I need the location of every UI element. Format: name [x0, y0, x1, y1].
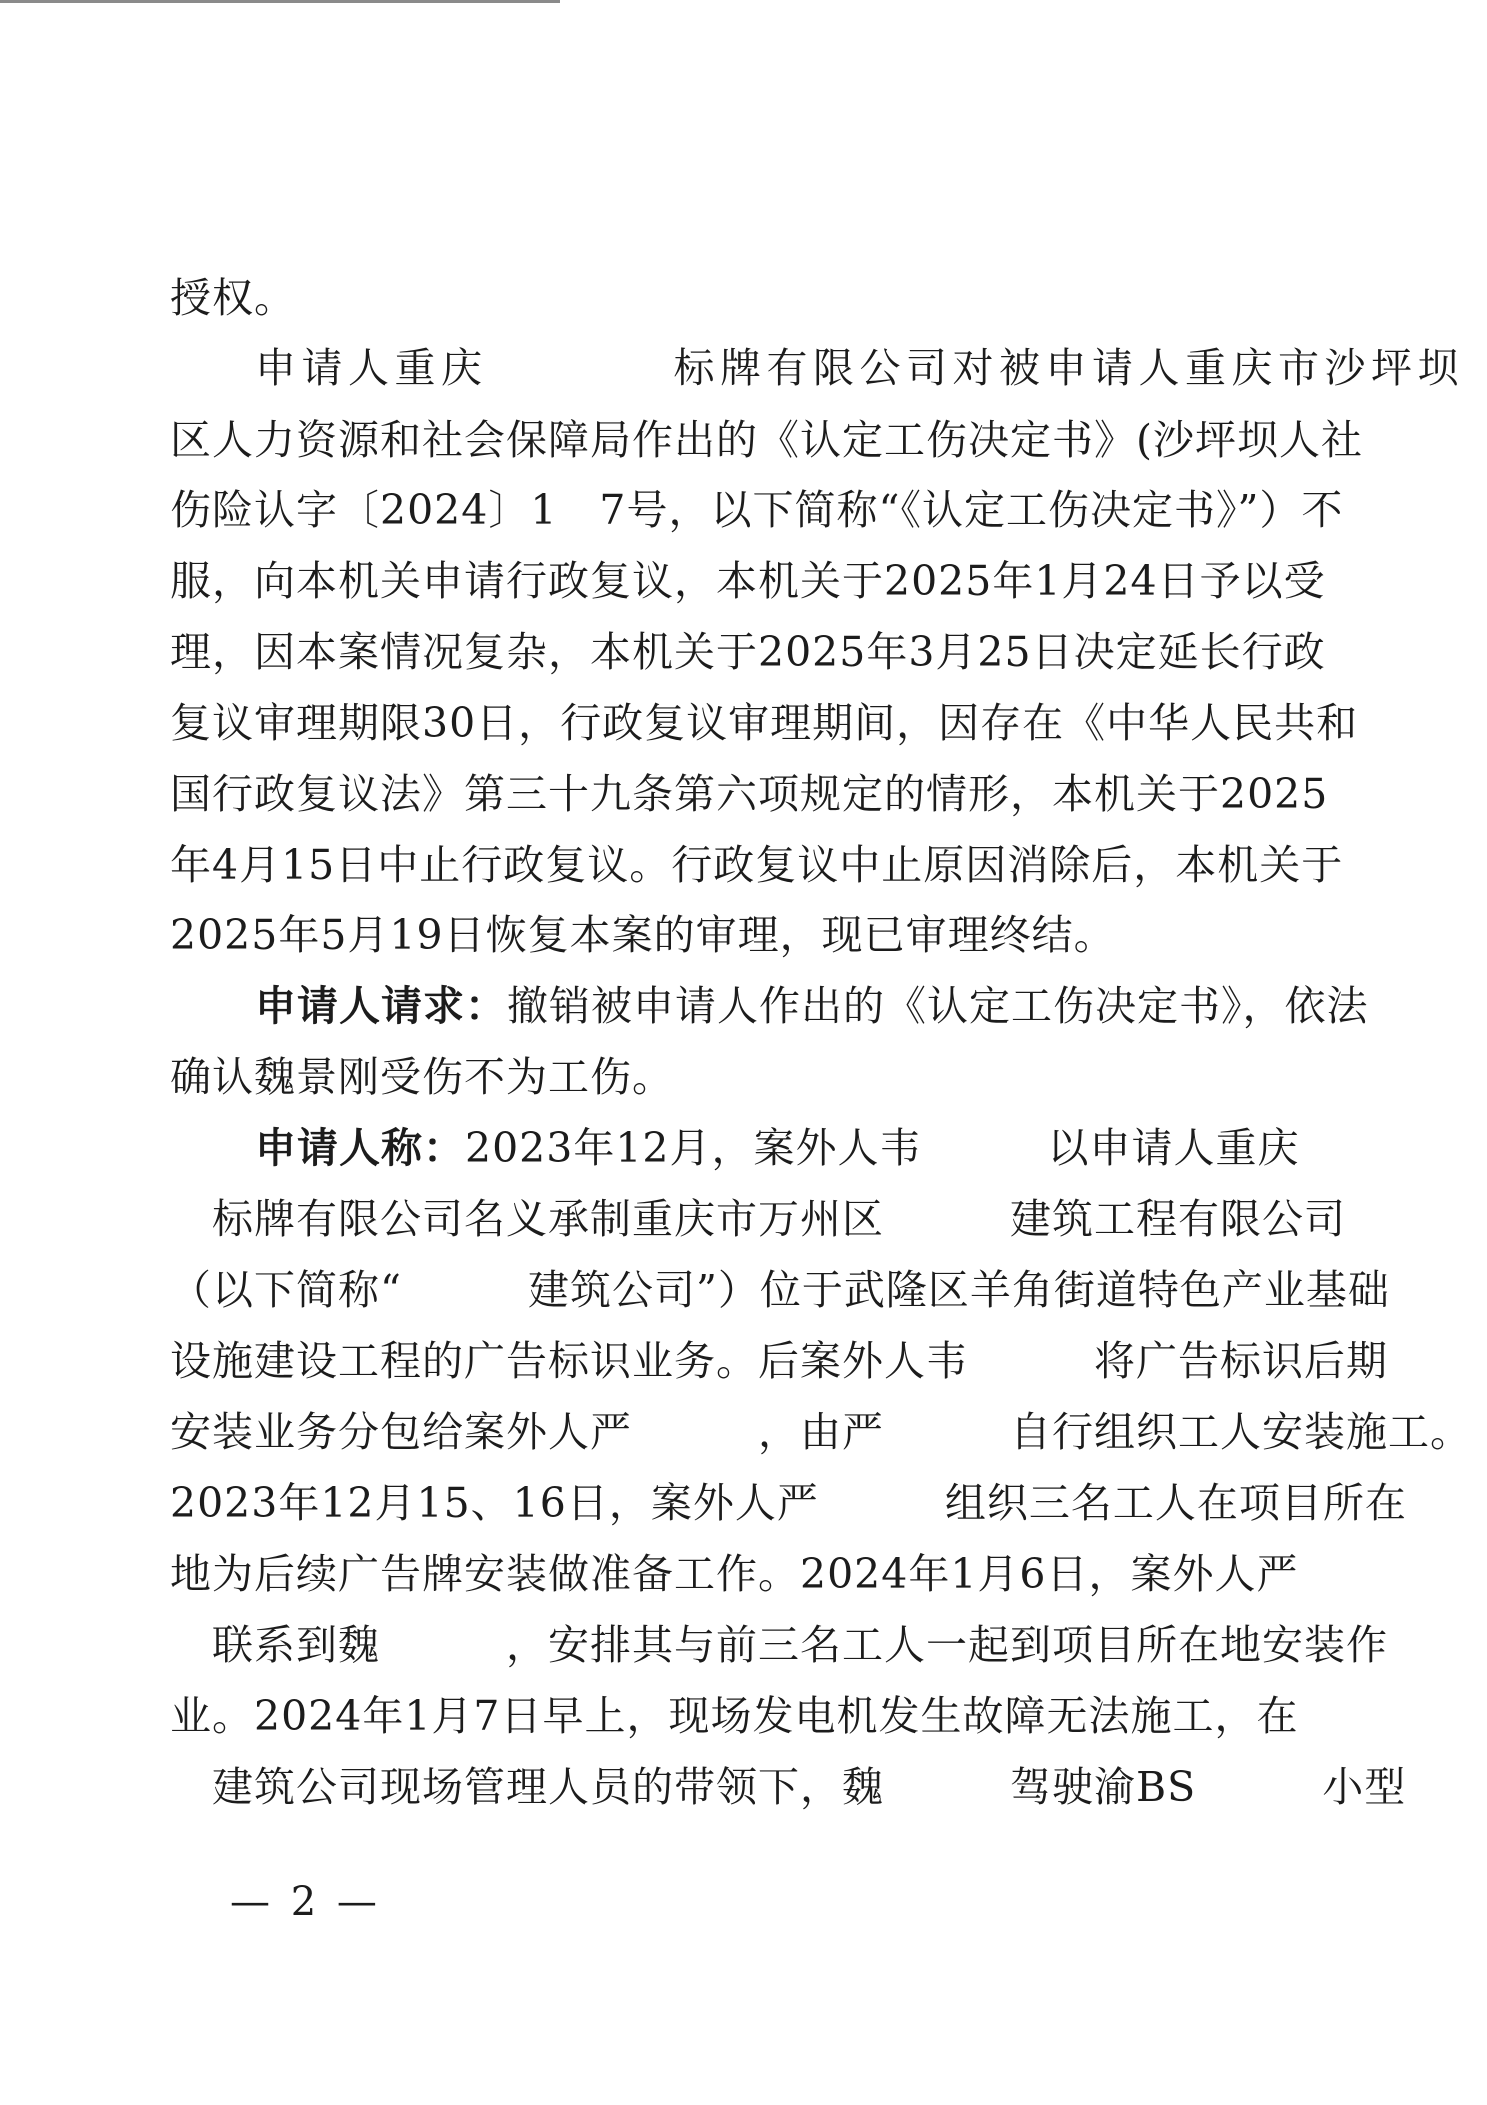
paragraph-line: 地为后续广告牌安装做准备工作。2024年1月6日，案外人严: [170, 1550, 1299, 1598]
paragraph-line: （以下简称“ 建筑公司”）位于武隆区羊角街道特色产业基础: [170, 1266, 1390, 1314]
paragraph-line: 建筑公司现场管理人员的带领下，魏 驾驶渝BS 小型: [170, 1763, 1407, 1811]
page-number: — 2 —: [230, 1879, 381, 1925]
paragraph-line: 安装业务分包给案外人严 ，由严 自行组织工人安装施工。: [170, 1408, 1472, 1456]
paragraph-line: 标牌有限公司名义承制重庆市万州区 建筑工程有限公司: [170, 1195, 1346, 1243]
paragraph-line: 年4月15日中止行政复议。行政复议中止原因消除后，本机关于: [170, 841, 1344, 889]
paragraph-line: 2025年5月19日恢复本案的审理，现已审理终结。: [170, 911, 1116, 959]
paragraph-line: 理，因本案情况复杂，本机关于2025年3月25日决定延长行政: [170, 628, 1326, 676]
paragraph-line: 2023年12月15、16日，案外人严 组织三名工人在项目所在: [170, 1479, 1407, 1527]
paragraph-line: 授权。: [170, 274, 296, 322]
request-text: 撤销被申请人作出的《认定工伤决定书》，依法: [507, 982, 1369, 1030]
request-paragraph: [255, 976, 1369, 1036]
paragraph-line: 确认魏景刚受伤不为工伤。: [170, 1053, 674, 1101]
paragraph-line: 联系到魏 ，安排其与前三名工人一起到项目所在地安装作: [170, 1621, 1388, 1669]
paragraph-line: 设施建设工程的广告标识业务。后案外人韦 将广告标识后期: [170, 1337, 1388, 1385]
claim-label: 申请人称：: [255, 1124, 465, 1172]
paragraph-line: 服，向本机关申请行政复议，本机关于2025年1月24日予以受: [170, 557, 1326, 605]
paragraph-line: 复议审理期限30日，行政复议审理期间，因存在《中华人民共和: [170, 699, 1359, 747]
request-label: 申请人请求：: [255, 982, 507, 1030]
claim-text: 2023年12月，案外人韦 以申请人重庆: [465, 1124, 1300, 1172]
paragraph-line: 伤险认字〔2024〕1 7号，以下简称“《认定工伤决定书》”）不: [170, 486, 1344, 534]
paragraph-line: 业。2024年1月7日早上，现场发电机发生故障无法施工，在: [170, 1692, 1299, 1740]
claim-paragraph: [255, 1118, 1300, 1178]
paragraph-line: 申请人重庆 标牌有限公司对被申请人重庆市沙坪坝: [255, 344, 1464, 392]
paragraph-line: 国行政复议法》第三十九条第六项规定的情形，本机关于2025: [170, 770, 1329, 818]
paragraph-line: 区人力资源和社会保障局作出的《认定工伤决定书》(沙坪坝人社: [170, 416, 1363, 464]
